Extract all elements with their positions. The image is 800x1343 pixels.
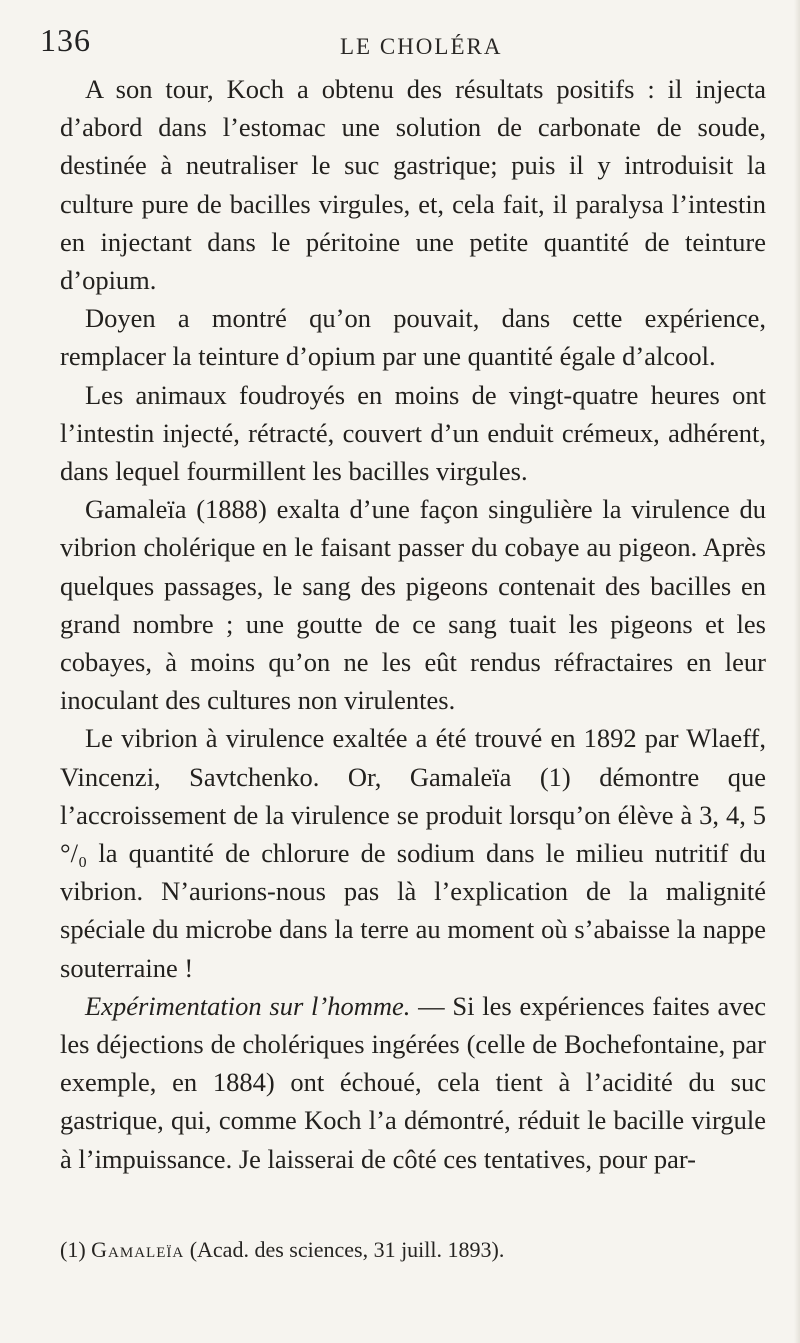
footnote-marker: (1)	[60, 1237, 92, 1262]
page-number: 136	[40, 22, 91, 58]
paragraph-vibrion: Le vibrion à virulence exaltée a été trouvé en 1892 par Wlaeff, Vincenzi, Savtchenko. Or, Gamaleïa (1) démontre que l’accroissement de la virulence se produit lorsqu’on élève à 3, 4, 5 °/₀ la quantité de chlorure de sodium dans le milieu nutritif du vibrion. N’aurions-nous pas là l’explication de la malignité spéciale du microbe dans la terre au moment où s’abaisse la nappe souterraine !	[60, 723, 766, 983]
body-text	[60, 70, 766, 1178]
paragraph-animaux: Les animaux foudroyés en moins de vingt-quatre heures ont l’intestin injecté, rétracté, couvert d’un enduit crémeux, adhérent, dans lequel fourmillent les bacilles virgules.	[60, 379, 766, 487]
paragraph-gamaleia: Gamaleïa (1888) exalta d’une façon singulière la virulence du vibrion cholérique en le faisant passer du cobaye au pigeon. Après quelques passages, le sang des pigeons contenait des bacilles en grand nombre ; une goutte de ce sang tuait les pigeons et les cobayes, à moins qu’on ne les eût rendus réfractaires en leur inoculant des cultures non virulentes.	[60, 494, 766, 716]
page-header	[40, 22, 780, 62]
paragraph-experimentation	[60, 987, 766, 1178]
footnote-author: Gamaleïa	[91, 1237, 185, 1262]
paragraph-koch: A son tour, Koch a obtenu des résultats positifs : il injecta d’abord dans l’estomac une solution de carbonate de soude, destinée à neutraliser le suc gastrique; puis il y introduisit la culture pure de bacilles virgules, et, cela fait, il paralysa l’intestin en injectant dans le péritoine une petite quantité de teinture d’opium.	[60, 74, 766, 296]
paragraph-doyen: Doyen a montré qu’on pouvait, dans cette expérience, remplacer la teinture d’opium par une quantité égale d’alcool.	[60, 303, 766, 372]
paragraph-experimentation-text: — Si les expériences faites avec les déjections de cholériques ingérées (celle de Bochefontaine, par exemple, en 1884) ont échoué, cela tient à l’acidité du suc gastrique, qui, comme Koch l’a démontré, réduit le bacille virgule à l’impuissance. Je laisserai de côté ces tentatives, pour par-	[60, 990, 766, 1174]
footnote-text: (Acad. des sciences, 31 juill. 1893).	[184, 1237, 505, 1262]
footnote	[60, 1236, 766, 1264]
running-title: LE CHOLÉRA	[340, 34, 503, 59]
page-edge-shadow	[794, 0, 800, 1343]
section-lead-italic: Expérimentation sur l’homme.	[85, 990, 411, 1021]
